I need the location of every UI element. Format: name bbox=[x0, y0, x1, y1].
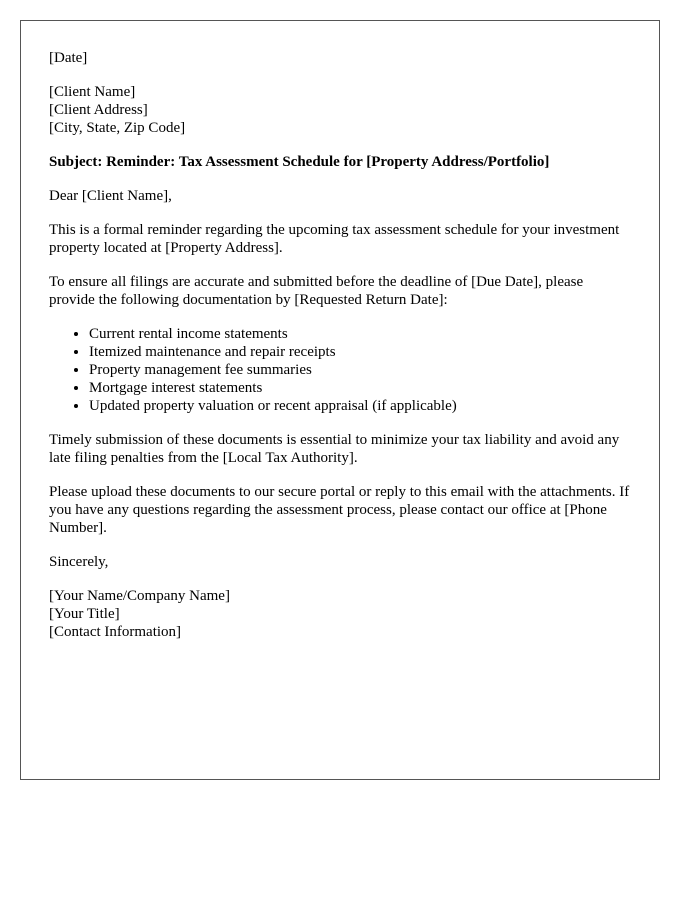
body-paragraph-3: Timely submission of these documents is essential to minimize your tax liability and avoid any late filing penalties from the [Local Tax Authority]. bbox=[49, 432, 620, 466]
recipient-address: [Client Address] bbox=[49, 102, 148, 118]
list-item: • Updated property valuation or recent appraisal (if applicable) bbox=[89, 397, 631, 415]
date-text: [Date] bbox=[49, 50, 88, 66]
body-paragraph-2: To ensure all filings are accurate and submitted before the deadline of [Due Date], please provide the following documentation by [Requested Return Date]: bbox=[49, 274, 584, 308]
signature-contact: [Contact Information] bbox=[49, 624, 182, 640]
documents-list bbox=[49, 325, 631, 415]
closing: Sincerely, bbox=[49, 554, 109, 570]
signature-name: [Your Name/Company Name] bbox=[49, 588, 230, 604]
body-paragraph-1: This is a formal reminder regarding the upcoming tax assessment schedule for your investment property located at [Property Address]. bbox=[49, 222, 620, 256]
recipient-address-block bbox=[49, 83, 631, 137]
list-item: • Current rental income statements bbox=[89, 325, 631, 343]
recipient-city-state-zip: [City, State, Zip Code] bbox=[49, 120, 186, 136]
recipient-name: [Client Name] bbox=[49, 84, 136, 100]
signature-title: [Your Title] bbox=[49, 606, 120, 622]
letter-date bbox=[49, 49, 631, 67]
salutation: Dear [Client Name], bbox=[49, 188, 172, 204]
list-item: • Mortgage interest statements bbox=[89, 379, 631, 397]
list-item: • Itemized maintenance and repair receipts bbox=[89, 343, 631, 361]
letter-page bbox=[20, 20, 660, 780]
signature-block bbox=[49, 587, 631, 641]
list-item: • Property management fee summaries bbox=[89, 361, 631, 379]
body-paragraph-4: Please upload these documents to our secure portal or reply to this email with the attachments. If you have any questions regarding the assessment process, please contact our office at [Phone Number]. bbox=[49, 484, 630, 536]
subject-line: Subject: Reminder: Tax Assessment Schedule for [Property Address/Portfolio] bbox=[49, 154, 550, 170]
